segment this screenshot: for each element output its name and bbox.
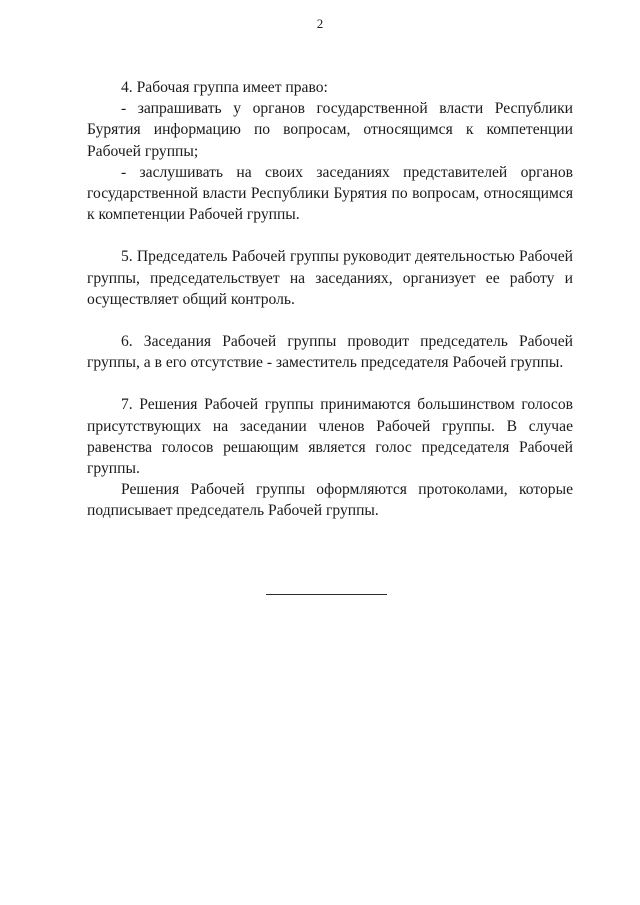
paragraph-clause-7: 7. Решения Рабочей группы принимаются большинством голосов присутствующих на заседании членов Рабочей группы. В случае равенства голосов решающим является голос председателя Рабочей группы. [87,396,573,478]
paragraph-clause-4-right-request: - запрашивать у органов государственной власти Республики Бурятия информацию по вопросам, относящимся к компетенции Рабочей группы; [87,100,573,160]
paragraph-clause-4-right-hear: - заслушивать на своих заседаниях представителей органов государственной власти Республики Бурятия по вопросам, относящимся к компетенции Рабочей группы. [87,163,573,224]
paragraph-clause-4-heading: 4. Рабочая группа имеет право: [121,79,328,96]
paragraph-clause-6: 6. Заседания Рабочей группы проводит председатель Рабочей группы, а в его отсутствие - заместитель председателя Рабочей группы. [87,333,573,372]
page-number: 2 [316,16,324,31]
document-body [87,77,573,522]
paragraph-clause-5: 5. Председатель Рабочей группы руководит деятельностью Рабочей группы, председательствует на заседаниях, организует ее работу и осуществляет общий контроль. [87,248,573,308]
paragraph-clause-7-protocols: Решения Рабочей группы оформляются протоколами, которые подписывает председатель Рабочей группы. [87,481,573,520]
end-of-document-rule [266,594,387,595]
